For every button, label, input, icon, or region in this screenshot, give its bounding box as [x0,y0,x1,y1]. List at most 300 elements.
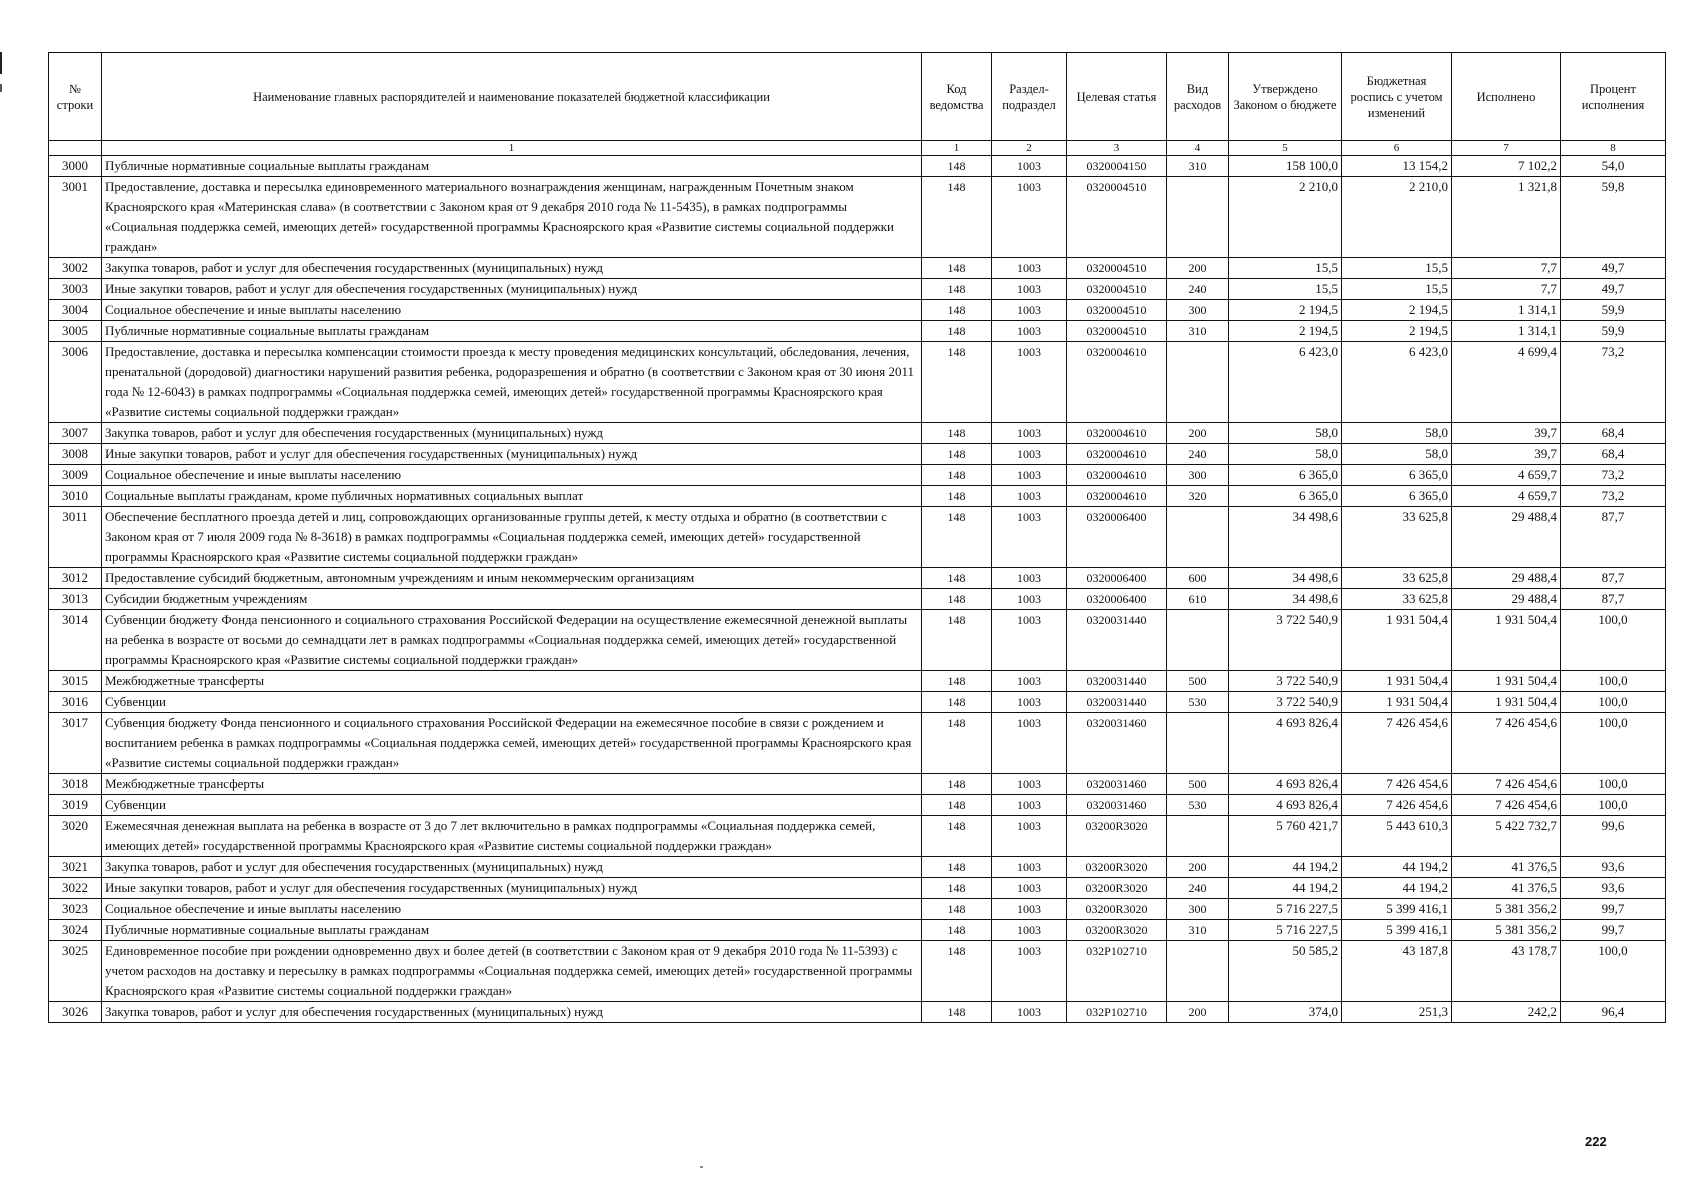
row-expense-type: 320 [1167,486,1229,507]
row-dept-code: 148 [922,279,992,300]
row-percent: 73,2 [1561,465,1666,486]
row-approved: 5 716 227,5 [1229,899,1342,920]
row-target-article: 0320004510 [1067,300,1167,321]
row-target-article: 0320004610 [1067,486,1167,507]
col-number: 1 [102,141,922,156]
row-name: Предоставление субсидий бюджетным, автономным учреждениям и иным некоммерческим организациям [102,568,922,589]
row-expense-type: 240 [1167,444,1229,465]
row-percent: 49,7 [1561,279,1666,300]
row-revised: 15,5 [1342,258,1452,279]
row-approved: 44 194,2 [1229,878,1342,899]
row-approved: 6 365,0 [1229,465,1342,486]
row-expense-type: 200 [1167,1002,1229,1023]
row-section: 1003 [992,610,1067,671]
row-name: Предоставление, доставка и пересылка единовременного материального вознаграждения женщинам, награжденным Почетным знаком Красноярского края «Материнская слава» (в соответствии с Законом края от 9 декабря 2010 года № 11-5435), в рамках подпрограммы «Социальная поддержка семей, имеющих детей» государственной программы Красноярского края «Развитие системы социальной поддержки граждан» [102,177,922,258]
table-row [49,795,1666,816]
row-number: 3017 [49,713,102,774]
table-row [49,342,1666,423]
row-name: Субвенции [102,692,922,713]
header-target-article: Целевая статья [1067,53,1167,141]
row-approved: 58,0 [1229,423,1342,444]
row-percent: 100,0 [1561,795,1666,816]
row-percent: 87,7 [1561,589,1666,610]
row-dept-code: 148 [922,300,992,321]
row-expense-type: 200 [1167,258,1229,279]
col-number: 8 [1561,141,1666,156]
row-executed: 7 426 454,6 [1452,795,1561,816]
row-number: 3008 [49,444,102,465]
row-approved: 4 693 826,4 [1229,795,1342,816]
row-expense-type: 530 [1167,692,1229,713]
row-number: 3025 [49,941,102,1002]
row-name: Субвенция бюджету Фонда пенсионного и социального страхования Российской Федерации на ежемесячное пособие в связи с рождением и воспитанием ребенка в рамках подпрограммы «Социальная поддержка семей, имеющих детей» государственной программы Красноярского края «Развитие системы социальной поддержки граждан» [102,713,922,774]
row-name: Закупка товаров, работ и услуг для обеспечения государственных (муниципальных) нужд [102,258,922,279]
table-row [49,568,1666,589]
row-expense-type: 200 [1167,857,1229,878]
table-row [49,713,1666,774]
row-executed: 39,7 [1452,444,1561,465]
row-number: 3023 [49,899,102,920]
row-target-article: 0320004510 [1067,321,1167,342]
row-expense-type: 200 [1167,423,1229,444]
row-section: 1003 [992,465,1067,486]
row-section: 1003 [992,321,1067,342]
row-dept-code: 148 [922,671,992,692]
row-dept-code: 148 [922,713,992,774]
table-row [49,671,1666,692]
row-number: 3018 [49,774,102,795]
row-revised: 13 154,2 [1342,156,1452,177]
row-percent: 59,9 [1561,321,1666,342]
row-revised: 33 625,8 [1342,507,1452,568]
table-row [49,258,1666,279]
row-number: 3001 [49,177,102,258]
row-target-article: 0320031460 [1067,774,1167,795]
row-name: Субвенции бюджету Фонда пенсионного и социального страхования Российской Федерации на осуществление ежемесячной денежной выплаты на ребенка в возрасте от восьми до семнадцати лет в рамках подпрограммы «Социальная поддержка семей, имеющих детей» государственной программы Красноярского края «Развитие системы социальной поддержки граждан» [102,610,922,671]
row-target-article: 0320031460 [1067,713,1167,774]
row-target-article: 0320031440 [1067,610,1167,671]
row-number: 3024 [49,920,102,941]
header-revised: Бюджетная роспись с учетом изменений [1342,53,1452,141]
row-section: 1003 [992,878,1067,899]
row-percent: 99,7 [1561,899,1666,920]
row-expense-type: 310 [1167,920,1229,941]
table-row [49,857,1666,878]
row-number: 3013 [49,589,102,610]
row-target-article: 0320004610 [1067,423,1167,444]
row-approved: 6 423,0 [1229,342,1342,423]
row-revised: 15,5 [1342,279,1452,300]
row-revised: 6 423,0 [1342,342,1452,423]
row-section: 1003 [992,692,1067,713]
table-row [49,507,1666,568]
row-number: 3021 [49,857,102,878]
col-number: 5 [1229,141,1342,156]
row-number: 3022 [49,878,102,899]
row-executed: 1 321,8 [1452,177,1561,258]
row-percent: 100,0 [1561,713,1666,774]
row-approved: 4 693 826,4 [1229,713,1342,774]
table-row [49,774,1666,795]
row-revised: 58,0 [1342,444,1452,465]
table-row [49,899,1666,920]
row-dept-code: 148 [922,465,992,486]
row-revised: 6 365,0 [1342,486,1452,507]
col-number: 7 [1452,141,1561,156]
row-dept-code: 148 [922,258,992,279]
table-row [49,692,1666,713]
table-row [49,321,1666,342]
row-percent: 100,0 [1561,610,1666,671]
row-target-article: 0320004510 [1067,177,1167,258]
row-executed: 7 426 454,6 [1452,713,1561,774]
row-executed: 5 422 732,7 [1452,816,1561,857]
row-section: 1003 [992,589,1067,610]
row-target-article: 0320031460 [1067,795,1167,816]
row-target-article: 0320004610 [1067,342,1167,423]
row-approved: 34 498,6 [1229,589,1342,610]
row-name: Социальные выплаты гражданам, кроме публичных нормативных социальных выплат [102,486,922,507]
row-name: Субвенции [102,795,922,816]
row-executed: 7 426 454,6 [1452,774,1561,795]
row-target-article: 0320004510 [1067,279,1167,300]
row-executed: 43 178,7 [1452,941,1561,1002]
row-revised: 5 399 416,1 [1342,920,1452,941]
row-revised: 6 365,0 [1342,465,1452,486]
table-row [49,1002,1666,1023]
header-percent: Процент исполнения [1561,53,1666,141]
row-executed: 1 931 504,4 [1452,692,1561,713]
row-section: 1003 [992,857,1067,878]
row-name: Межбюджетные трансферты [102,774,922,795]
row-target-article: 03200R3020 [1067,857,1167,878]
row-name: Иные закупки товаров, работ и услуг для обеспечения государственных (муниципальных) нужд [102,444,922,465]
row-section: 1003 [992,774,1067,795]
row-name: Социальное обеспечение и иные выплаты населению [102,465,922,486]
row-section: 1003 [992,507,1067,568]
row-name: Публичные нормативные социальные выплаты гражданам [102,321,922,342]
row-executed: 5 381 356,2 [1452,920,1561,941]
row-target-article: 0320004610 [1067,465,1167,486]
row-executed: 7,7 [1452,258,1561,279]
header-row-number: № строки [49,53,102,141]
col-number: 6 [1342,141,1452,156]
header-dept-code: Код ведомства [922,53,992,141]
row-expense-type [1167,507,1229,568]
row-percent: 73,2 [1561,486,1666,507]
row-approved: 6 365,0 [1229,486,1342,507]
row-dept-code: 148 [922,589,992,610]
table-row [49,423,1666,444]
row-revised: 5 399 416,1 [1342,899,1452,920]
row-section: 1003 [992,899,1067,920]
row-dept-code: 148 [922,920,992,941]
row-dept-code: 148 [922,878,992,899]
row-name: Предоставление, доставка и пересылка компенсации стоимости проезда к месту проведения медицинских консультаций, обследования, лечения, пренатальной (дородовой) диагностики нарушений развития ребенка, родоразрешения и обратно (в соответствии с Законом края от 30 июня 2011 года № 12-6043) в рамках подпрограммы «Социальная поддержка семей, имеющих детей» государственной программы Красноярского края «Развитие системы социальной поддержки граждан» [102,342,922,423]
row-approved: 58,0 [1229,444,1342,465]
row-section: 1003 [992,713,1067,774]
row-name: Социальное обеспечение и иные выплаты населению [102,300,922,321]
row-number: 3010 [49,486,102,507]
row-executed: 4 659,7 [1452,465,1561,486]
row-executed: 29 488,4 [1452,568,1561,589]
row-dept-code: 148 [922,568,992,589]
row-revised: 44 194,2 [1342,857,1452,878]
row-percent: 100,0 [1561,671,1666,692]
row-target-article: 0320006400 [1067,589,1167,610]
row-expense-type [1167,342,1229,423]
row-executed: 41 376,5 [1452,878,1561,899]
row-name: Закупка товаров, работ и услуг для обеспечения государственных (муниципальных) нужд [102,423,922,444]
row-expense-type [1167,941,1229,1002]
row-section: 1003 [992,941,1067,1002]
row-number: 3006 [49,342,102,423]
row-number: 3012 [49,568,102,589]
row-dept-code: 148 [922,1002,992,1023]
row-percent: 99,7 [1561,920,1666,941]
row-executed: 39,7 [1452,423,1561,444]
row-revised: 1 931 504,4 [1342,692,1452,713]
row-executed: 1 314,1 [1452,321,1561,342]
row-approved: 50 585,2 [1229,941,1342,1002]
row-percent: 59,9 [1561,300,1666,321]
row-section: 1003 [992,156,1067,177]
row-name: Иные закупки товаров, работ и услуг для обеспечения государственных (муниципальных) нужд [102,878,922,899]
row-target-article: 0320004610 [1067,444,1167,465]
col-number: 3 [1067,141,1167,156]
row-expense-type: 300 [1167,300,1229,321]
scan-speck [700,1166,703,1168]
row-dept-code: 148 [922,342,992,423]
table-row [49,941,1666,1002]
row-revised: 5 443 610,3 [1342,816,1452,857]
row-executed: 242,2 [1452,1002,1561,1023]
row-executed: 5 381 356,2 [1452,899,1561,920]
row-revised: 1 931 504,4 [1342,610,1452,671]
row-executed: 1 931 504,4 [1452,671,1561,692]
table-row [49,610,1666,671]
table-row [49,465,1666,486]
table-row [49,300,1666,321]
row-expense-type [1167,610,1229,671]
row-section: 1003 [992,444,1067,465]
row-number: 3002 [49,258,102,279]
row-executed: 4 659,7 [1452,486,1561,507]
row-target-article: 03200R3020 [1067,920,1167,941]
row-section: 1003 [992,920,1067,941]
row-revised: 251,3 [1342,1002,1452,1023]
row-approved: 5 716 227,5 [1229,920,1342,941]
row-target-article: 03200R3020 [1067,816,1167,857]
row-revised: 44 194,2 [1342,878,1452,899]
row-name: Закупка товаров, работ и услуг для обеспечения государственных (муниципальных) нужд [102,857,922,878]
row-dept-code: 148 [922,774,992,795]
row-target-article: 0320004510 [1067,258,1167,279]
row-expense-type: 500 [1167,671,1229,692]
row-target-article: 0320031440 [1067,671,1167,692]
row-dept-code: 148 [922,156,992,177]
row-section: 1003 [992,300,1067,321]
row-expense-type [1167,816,1229,857]
row-expense-type [1167,713,1229,774]
row-expense-type [1167,177,1229,258]
row-expense-type: 310 [1167,156,1229,177]
table-row [49,177,1666,258]
row-percent: 93,6 [1561,878,1666,899]
scan-edge-mark [0,52,2,74]
table-row [49,920,1666,941]
row-revised: 2 194,5 [1342,321,1452,342]
row-dept-code: 148 [922,941,992,1002]
row-revised: 7 426 454,6 [1342,795,1452,816]
row-name: Межбюджетные трансферты [102,671,922,692]
row-approved: 374,0 [1229,1002,1342,1023]
row-number: 3007 [49,423,102,444]
scan-edge-mark [0,84,2,92]
row-dept-code: 148 [922,795,992,816]
row-revised: 1 931 504,4 [1342,671,1452,692]
header-executed: Исполнено [1452,53,1561,141]
table-header-row [49,53,1666,141]
row-percent: 54,0 [1561,156,1666,177]
row-number: 3016 [49,692,102,713]
row-revised: 2 210,0 [1342,177,1452,258]
row-expense-type: 530 [1167,795,1229,816]
table-row [49,444,1666,465]
row-expense-type: 300 [1167,465,1229,486]
row-section: 1003 [992,671,1067,692]
row-name: Обеспечение бесплатного проезда детей и лиц, сопровождающих организованные группы детей, к месту отдыха и обратно (в соответствии с Законом края от 7 июля 2009 года № 8-3618) в рамках подпрограммы «Социальная поддержка семей, имеющих детей» государственной программы Красноярского края «Развитие системы социальной поддержки граждан» [102,507,922,568]
row-dept-code: 148 [922,816,992,857]
row-target-article: 0320006400 [1067,568,1167,589]
row-approved: 5 760 421,7 [1229,816,1342,857]
row-name: Публичные нормативные социальные выплаты гражданам [102,156,922,177]
row-number: 3005 [49,321,102,342]
header-expense-type: Вид расходов [1167,53,1229,141]
row-section: 1003 [992,342,1067,423]
row-approved: 15,5 [1229,279,1342,300]
row-target-article: 03200R3020 [1067,878,1167,899]
row-approved: 3 722 540,9 [1229,610,1342,671]
page-number: 222 [1585,1134,1607,1149]
row-number: 3015 [49,671,102,692]
row-number: 3019 [49,795,102,816]
row-revised: 43 187,8 [1342,941,1452,1002]
row-percent: 73,2 [1561,342,1666,423]
table-row [49,279,1666,300]
row-section: 1003 [992,258,1067,279]
row-expense-type: 300 [1167,899,1229,920]
row-target-article: 0320004150 [1067,156,1167,177]
row-name: Субсидии бюджетным учреждениям [102,589,922,610]
row-revised: 7 426 454,6 [1342,774,1452,795]
row-executed: 7,7 [1452,279,1561,300]
row-approved: 2 210,0 [1229,177,1342,258]
row-executed: 1 314,1 [1452,300,1561,321]
row-executed: 1 931 504,4 [1452,610,1561,671]
row-section: 1003 [992,816,1067,857]
row-approved: 2 194,5 [1229,321,1342,342]
row-approved: 15,5 [1229,258,1342,279]
row-section: 1003 [992,177,1067,258]
row-percent: 59,8 [1561,177,1666,258]
row-approved: 34 498,6 [1229,507,1342,568]
row-percent: 68,4 [1561,423,1666,444]
column-number-row [49,141,1666,156]
row-executed: 4 699,4 [1452,342,1561,423]
row-expense-type: 500 [1167,774,1229,795]
row-target-article: 0320006400 [1067,507,1167,568]
row-approved: 34 498,6 [1229,568,1342,589]
row-approved: 2 194,5 [1229,300,1342,321]
row-executed: 29 488,4 [1452,507,1561,568]
header-name: Наименование главных распорядителей и наименование показателей бюджетной классификации [102,53,922,141]
table-row [49,486,1666,507]
row-approved: 3 722 540,9 [1229,692,1342,713]
budget-execution-table [48,52,1666,1023]
row-section: 1003 [992,1002,1067,1023]
row-percent: 100,0 [1561,941,1666,1002]
row-percent: 49,7 [1561,258,1666,279]
row-approved: 158 100,0 [1229,156,1342,177]
row-target-article: 032P102710 [1067,1002,1167,1023]
row-dept-code: 148 [922,321,992,342]
row-percent: 87,7 [1561,507,1666,568]
row-number: 3000 [49,156,102,177]
row-number: 3020 [49,816,102,857]
col-number [49,141,102,156]
row-dept-code: 148 [922,610,992,671]
table-row [49,589,1666,610]
row-executed: 7 102,2 [1452,156,1561,177]
row-dept-code: 148 [922,423,992,444]
row-revised: 33 625,8 [1342,568,1452,589]
table-row [49,156,1666,177]
row-revised: 33 625,8 [1342,589,1452,610]
row-target-article: 0320031440 [1067,692,1167,713]
header-approved: Утверждено Законом о бюджете [1229,53,1342,141]
table-body [49,156,1666,1023]
row-executed: 41 376,5 [1452,857,1561,878]
row-dept-code: 148 [922,857,992,878]
row-dept-code: 148 [922,486,992,507]
row-expense-type: 310 [1167,321,1229,342]
col-number: 1 [922,141,992,156]
row-executed: 29 488,4 [1452,589,1561,610]
row-name: Иные закупки товаров, работ и услуг для обеспечения государственных (муниципальных) нужд [102,279,922,300]
row-number: 3014 [49,610,102,671]
row-number: 3011 [49,507,102,568]
row-dept-code: 148 [922,692,992,713]
row-section: 1003 [992,486,1067,507]
row-section: 1003 [992,279,1067,300]
header-section: Раздел-подраздел [992,53,1067,141]
table-row [49,816,1666,857]
row-section: 1003 [992,568,1067,589]
row-name: Ежемесячная денежная выплата на ребенка в возрасте от 3 до 7 лет включительно в рамках подпрограммы «Социальная поддержка семей, имеющих детей» государственной программы Красноярского края «Развитие системы социальной поддержки граждан» [102,816,922,857]
row-name: Публичные нормативные социальные выплаты гражданам [102,920,922,941]
row-dept-code: 148 [922,444,992,465]
row-approved: 3 722 540,9 [1229,671,1342,692]
row-number: 3003 [49,279,102,300]
col-number: 2 [992,141,1067,156]
row-revised: 2 194,5 [1342,300,1452,321]
row-percent: 96,4 [1561,1002,1666,1023]
row-percent: 68,4 [1561,444,1666,465]
row-section: 1003 [992,795,1067,816]
row-revised: 58,0 [1342,423,1452,444]
row-revised: 7 426 454,6 [1342,713,1452,774]
